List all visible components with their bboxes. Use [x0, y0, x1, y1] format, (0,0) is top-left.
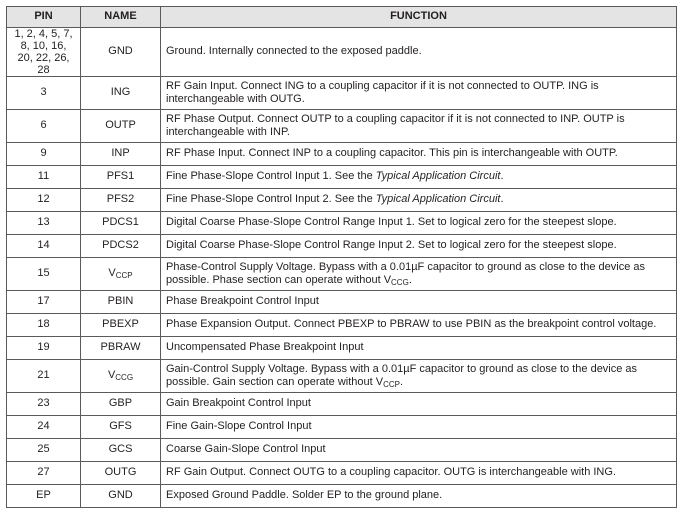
- pin-cell: 13: [7, 212, 81, 235]
- name-subscript: CCG: [115, 373, 134, 383]
- function-text: Phase-Control Supply Voltage. Bypass with a 0.01µF capacitor to ground as close to the device as possible. Phase section can operate without V: [166, 260, 645, 286]
- table-row: [7, 28, 677, 77]
- function-text: .: [500, 170, 504, 183]
- function-cell: Uncompensated Phase Breakpoint Input: [161, 337, 677, 360]
- table-row: [7, 258, 677, 291]
- table-row: [7, 143, 677, 166]
- name-cell: GND: [81, 28, 161, 77]
- name-cell: PDCS2: [81, 235, 161, 258]
- pin-cell: 1, 2, 4, 5, 7, 8, 10, 16, 20, 22, 26, 28: [7, 28, 81, 77]
- name-cell: [81, 360, 161, 393]
- name-cell: GND: [81, 485, 161, 508]
- pin-cell: 9: [7, 143, 81, 166]
- table-row: [7, 166, 677, 189]
- pin-cell: 21: [7, 360, 81, 393]
- header-pin: PIN: [7, 7, 81, 28]
- pin-cell: 23: [7, 393, 81, 416]
- table-row: [7, 337, 677, 360]
- name-cell: PBEXP: [81, 314, 161, 337]
- name-main: V: [108, 267, 116, 280]
- table-row: [7, 462, 677, 485]
- function-subscript: CCP: [383, 380, 400, 389]
- function-cell: Coarse Gain-Slope Control Input: [161, 439, 677, 462]
- table-row: [7, 439, 677, 462]
- name-cell: [81, 258, 161, 291]
- pin-cell: 17: [7, 291, 81, 314]
- function-cell: [161, 360, 677, 393]
- function-cell: Exposed Ground Paddle. Solder EP to the ground plane.: [161, 485, 677, 508]
- pin-cell: 6: [7, 110, 81, 143]
- name-cell: PBIN: [81, 291, 161, 314]
- table-row: [7, 291, 677, 314]
- pin-description-table: [6, 6, 677, 508]
- table-row: [7, 110, 677, 143]
- table-row: [7, 189, 677, 212]
- function-cell: [161, 189, 677, 212]
- name-cell: PFS1: [81, 166, 161, 189]
- function-cell: Fine Gain-Slope Control Input: [161, 416, 677, 439]
- function-cell: Gain Breakpoint Control Input: [161, 393, 677, 416]
- function-cell: Ground. Internally connected to the exposed paddle.: [161, 28, 677, 77]
- name-cell: ING: [81, 77, 161, 110]
- pin-cell: 27: [7, 462, 81, 485]
- function-cell: Digital Coarse Phase-Slope Control Range Input 2. Set to logical zero for the steepest slope.: [161, 235, 677, 258]
- function-text: .: [408, 274, 412, 286]
- pin-cell: EP: [7, 485, 81, 508]
- pin-cell: 19: [7, 337, 81, 360]
- name-cell: OUTP: [81, 110, 161, 143]
- pin-cell: 12: [7, 189, 81, 212]
- function-cell: RF Gain Input. Connect ING to a coupling capacitor if it is not connected to OUTP. ING is interchangeable with OUTG.: [161, 77, 677, 110]
- function-text: .: [399, 376, 404, 388]
- function-subscript: CCG: [391, 278, 409, 287]
- table-row: [7, 235, 677, 258]
- table-row: [7, 393, 677, 416]
- table-row: [7, 212, 677, 235]
- name-cell: PBRAW: [81, 337, 161, 360]
- header-function: FUNCTION: [161, 7, 677, 28]
- function-cell: [161, 258, 677, 291]
- name-cell: PFS2: [81, 189, 161, 212]
- pin-cell: 24: [7, 416, 81, 439]
- function-cell: [161, 166, 677, 189]
- pin-cell: 18: [7, 314, 81, 337]
- function-text: .: [500, 193, 504, 206]
- name-cell: INP: [81, 143, 161, 166]
- pin-cell: 11: [7, 166, 81, 189]
- name-cell: GBP: [81, 393, 161, 416]
- function-cell: Phase Breakpoint Control Input: [161, 291, 677, 314]
- table-row: [7, 360, 677, 393]
- table-row: [7, 485, 677, 508]
- header-name: NAME: [81, 7, 161, 28]
- function-cell: Digital Coarse Phase-Slope Control Range Input 1. Set to logical zero for the steepest slope.: [161, 212, 677, 235]
- function-cell: RF Gain Output. Connect OUTG to a coupling capacitor. OUTG is interchangeable with ING.: [161, 462, 677, 485]
- pin-cell: 14: [7, 235, 81, 258]
- name-cell: GFS: [81, 416, 161, 439]
- table-row: [7, 314, 677, 337]
- function-cell: RF Phase Output. Connect OUTP to a coupling capacitor if it is not connected to INP. OUTP is interchangeable with INP.: [161, 110, 677, 143]
- function-text: Fine Phase-Slope Control Input 1. See the: [166, 170, 376, 183]
- name-cell: OUTG: [81, 462, 161, 485]
- function-text: Gain-Control Supply Voltage. Bypass with a 0.01µF capacitor to ground as close to the device as possible. Gain section can operate without V: [166, 362, 638, 388]
- name-cell: GCS: [81, 439, 161, 462]
- function-text: Fine Phase-Slope Control Input 2. See the: [166, 193, 376, 206]
- function-cell: RF Phase Input. Connect INP to a coupling capacitor. This pin is interchangeable with OUTP.: [161, 143, 677, 166]
- table-row: [7, 416, 677, 439]
- table-row: [7, 77, 677, 110]
- figure-reference: Typical Application Circuit: [375, 170, 501, 183]
- header-row: [7, 7, 677, 28]
- name-main: V: [107, 369, 116, 382]
- figure-reference: Typical Application Circuit: [375, 193, 501, 206]
- name-subscript: CCP: [115, 271, 133, 281]
- pin-cell: 3: [7, 77, 81, 110]
- pin-cell: 25: [7, 439, 81, 462]
- function-cell: Phase Expansion Output. Connect PBEXP to PBRAW to use PBIN as the breakpoint control voltage.: [161, 314, 677, 337]
- pin-cell: 15: [7, 258, 81, 291]
- name-cell: PDCS1: [81, 212, 161, 235]
